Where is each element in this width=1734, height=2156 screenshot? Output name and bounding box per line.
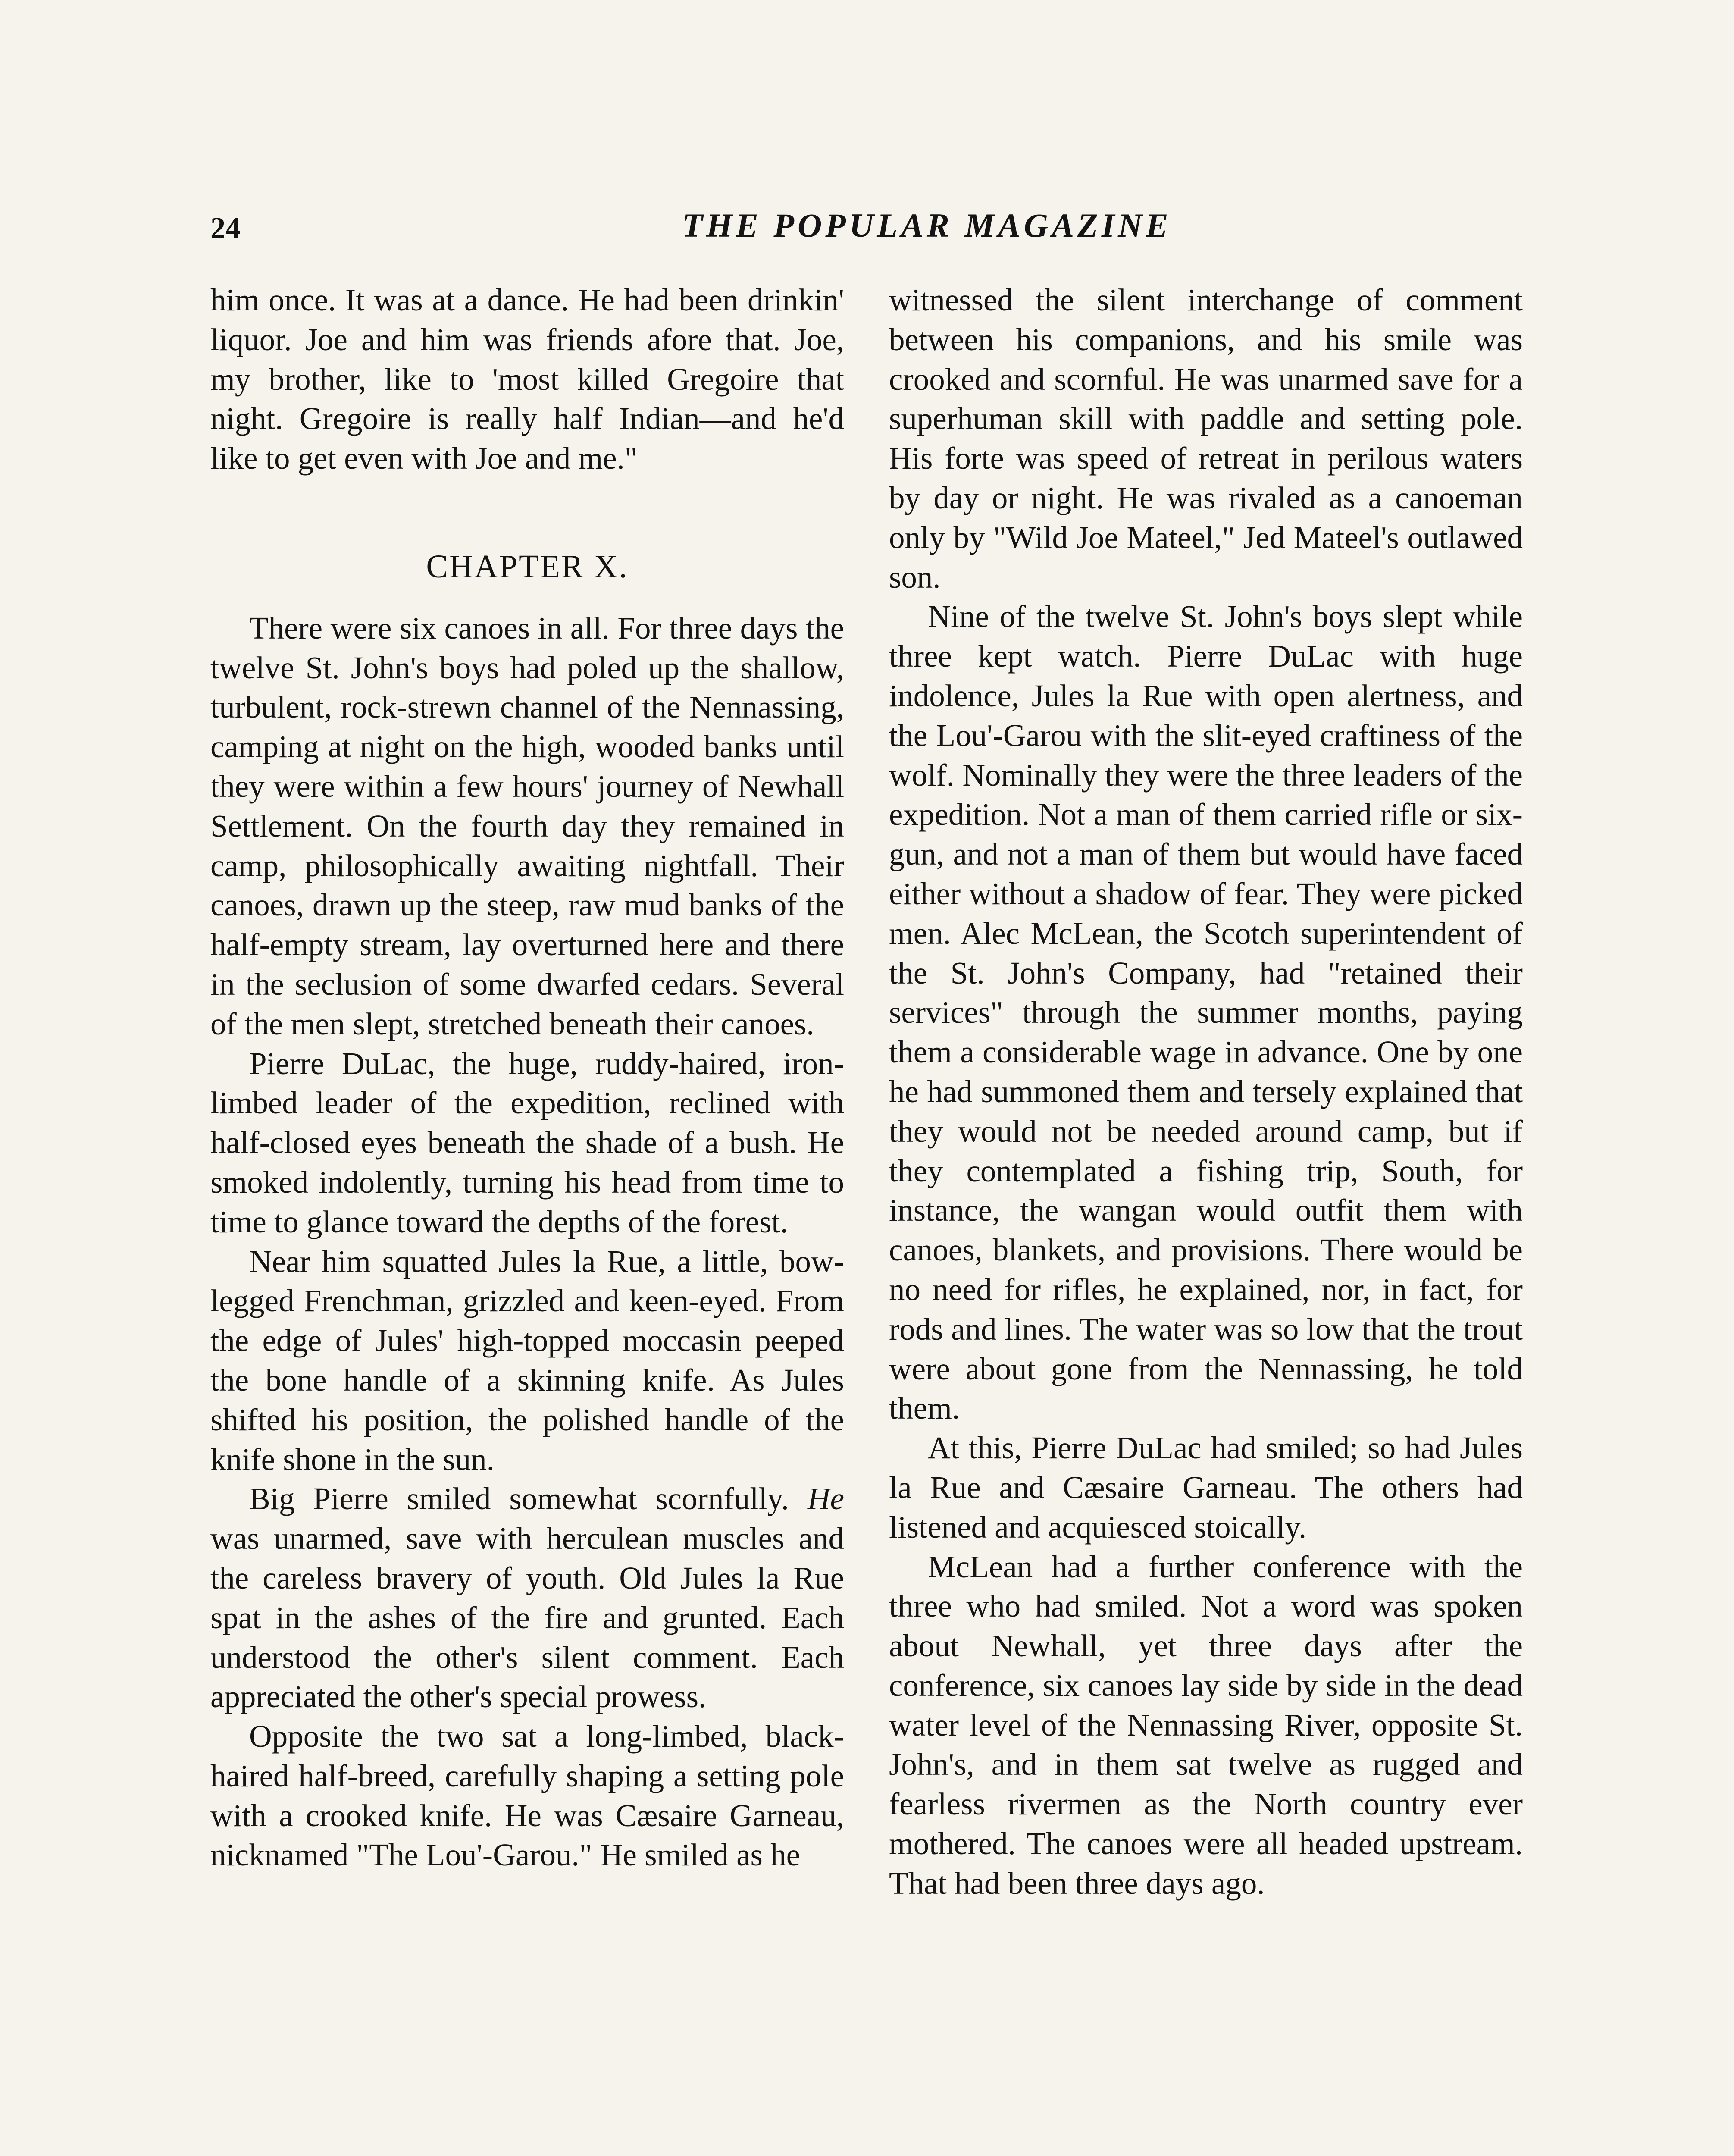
paragraph: Near him squatted Jules la Rue, a little, bow-legged Frenchman, grizzled and keen-eyed. From the edge of Jules' high-topped moccasin peeped the bone handle of a skinning knife. As Jules shifted his position, the polished handle of the knife shone in the sun. — [210, 1244, 844, 1477]
paragraph — [210, 1479, 844, 1717]
magazine-title: THE POPULAR MAGAZINE — [682, 207, 1172, 244]
continued-paragraph: him once. It was at a dance. He had been drinkin' liquor. Joe and him was friends afore that. Joe, my brother, like to 'most killed Gregoire that night. Gregoire is really half Indian—and he'd like to get even with Joe and me." — [210, 282, 844, 476]
paragraph-text: Big Pierre smiled somewhat scornfully. — [249, 1481, 808, 1517]
paragraph: Nine of the twelve St. John's boys slept while three kept watch. Pierre DuLac with huge indolence, Jules la Rue with open alertness, and the Lou'-Garou with the slit-eyed craftiness of the wolf. Nominally they were the three leaders of the expedition. Not a man of them carried rifle or six-gun, and not a man of them but would have faced either without a shadow of fear. They were picked men. Alec McLean, the Scotch superintendent of the St. John's Company, had "retained their services" through the summer months, paying them a considerable wage in advance. One by one he had summoned them and tersely explained that they would not be needed around camp, but if they contemplated a fishing trip, South, for instance, the wangan would outfit them with canoes, blankets, and provisions. There would be no need for rifles, he explained, nor, in fact, for rods and lines. The water was so low that the trout were about gone from the Nennassing, he told them. — [889, 599, 1523, 1426]
paragraph: At this, Pierre DuLac had smiled; so had Jules la Rue and Cæsaire Garneau. The others had listened and acquiesced stoically. — [889, 1430, 1523, 1545]
right-column — [889, 280, 1523, 1903]
chapter-heading: CHAPTER X. — [426, 548, 629, 585]
emphasis-text: He — [807, 1481, 844, 1517]
paragraph: There were six canoes in all. For three days the twelve St. John's boys had poled up the shallow, turbulent, rock-strewn channel of the Nennassing, camping at night on the high, wooded banks until they were within a few hours' journey of Newhall Settlement. On the fourth day they remained in camp, philosophically awaiting nightfall. Their canoes, drawn up the steep, raw mud banks of the half-empty stream, lay overturned here and there in the seclusion of some dwarfed cedars. Several of the men slept, stretched beneath their canoes. — [210, 610, 844, 1041]
paragraph: McLean had a further conference with the three who had smiled. Not a word was spoken about Newhall, yet three days after the conference, six canoes lay side by side in the dead water level of the Nennassing River, opposite St. John's, and in them sat twelve as rugged and fearless rivermen as the North country ever mothered. The canoes were all headed upstream. That had been three days ago. — [889, 1549, 1523, 1901]
paragraph: Pierre DuLac, the huge, ruddy-haired, iron-limbed leader of the expedition, reclined with half-closed eyes beneath the shade of a bush. He smoked indolently, turning his head from time to time to glance toward the depths of the forest. — [210, 1046, 844, 1239]
paragraph-text: was unarmed, save with herculean muscles and the careless bravery of youth. Old Jules la Rue spat in the ashes of the fire and grunted. Each understood the other's silent comment. Each appreciated the other's special prowess. — [210, 1521, 844, 1714]
page-number: 24 — [210, 212, 241, 245]
left-column — [210, 280, 844, 1875]
paragraph: Opposite the two sat a long-limbed, black-haired half-breed, carefully shaping a setting pole with a crooked knife. He was Cæsaire Garneau, nicknamed "The Lou'-Garou." He smiled as he — [210, 1719, 844, 1873]
continued-paragraph: witnessed the silent interchange of comment between his companions, and his smile was crooked and scornful. He was unarmed save for a superhuman skill with paddle and setting pole. His forte was speed of retreat in perilous waters by day or night. He was rivaled as a canoeman only by "Wild Joe Mateel," Jed Mateel's outlawed son. — [889, 282, 1523, 595]
